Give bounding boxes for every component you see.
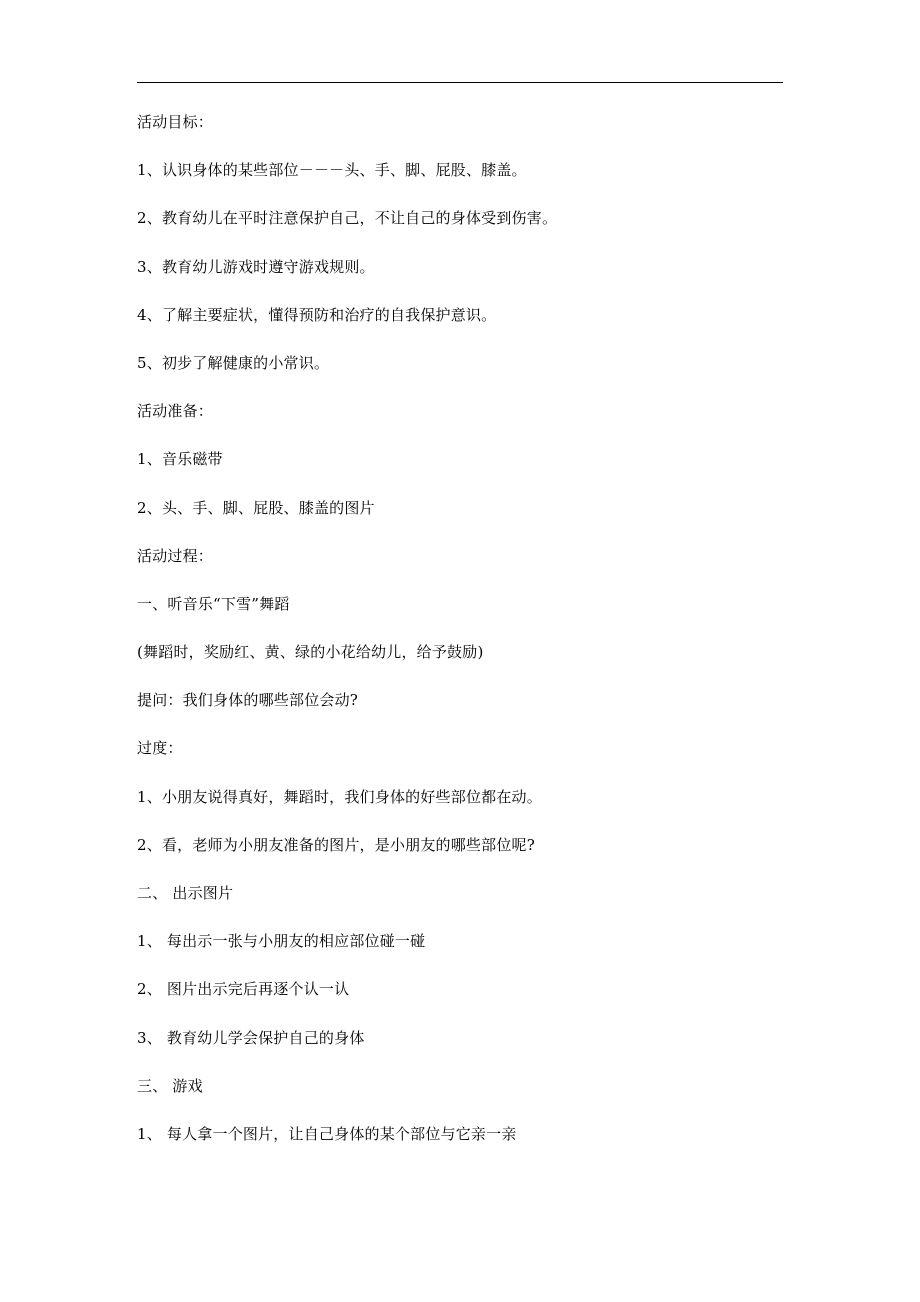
goal-item-3: 3、教育幼儿游戏时遵守游戏规则。 [137,257,375,276]
process-step-2-heading: 二、 出示图片 [137,884,234,902]
section-heading-goals: 活动目标： [137,113,214,131]
step-2-item-2: 2、 图片出示完后再逐个认一认 [137,980,350,999]
document-body [137,108,783,1168]
process-question: 提问：我们身体的哪些部位会动? [137,691,359,710]
header-rule [137,82,783,83]
step-2-item-1: 1、 每出示一张与小朋友的相应部位碰一碰 [137,932,426,951]
goal-item-1: 1、认识身体的某些部位－－－头、手、脚、屁股、膝盖。 [137,161,527,180]
preparation-item-1: 1、音乐磁带 [137,450,223,469]
step-3-item-1: 1、 每人拿一个图片，让自己身体的某个部位与它亲一亲 [137,1124,517,1143]
process-note: (舞蹈时，奖励红、黄、绿的小花给幼儿，给予鼓励) [137,643,484,662]
section-heading-preparation: 活动准备： [137,402,214,421]
goal-item-2: 2、教育幼儿在平时注意保护自己，不让自己的身体受到伤害。 [137,209,558,228]
transition-item-2: 2、看，老师为小朋友准备的图片，是小朋友的哪些部位呢? [137,835,535,854]
goal-item-5: 5、初步了解健康的小常识。 [137,353,330,372]
step-2-item-3: 3、 教育幼儿学会保护自己的身体 [137,1028,365,1047]
goal-item-4: 4、了解主要症状，懂得预防和治疗的自我保护意识。 [137,305,497,324]
process-step-3-heading: 三、 游戏 [137,1076,203,1095]
preparation-item-2: 2、头、手、脚、屁股、膝盖的图片 [137,498,375,517]
transition-item-1: 1、小朋友说得真好，舞蹈时，我们身体的好些部位都在动。 [137,787,542,806]
section-heading-process: 活动过程： [137,546,214,565]
transition-heading: 过度： [137,739,183,758]
process-step-1-heading: 一、听音乐“下雪”舞蹈 [137,594,290,613]
